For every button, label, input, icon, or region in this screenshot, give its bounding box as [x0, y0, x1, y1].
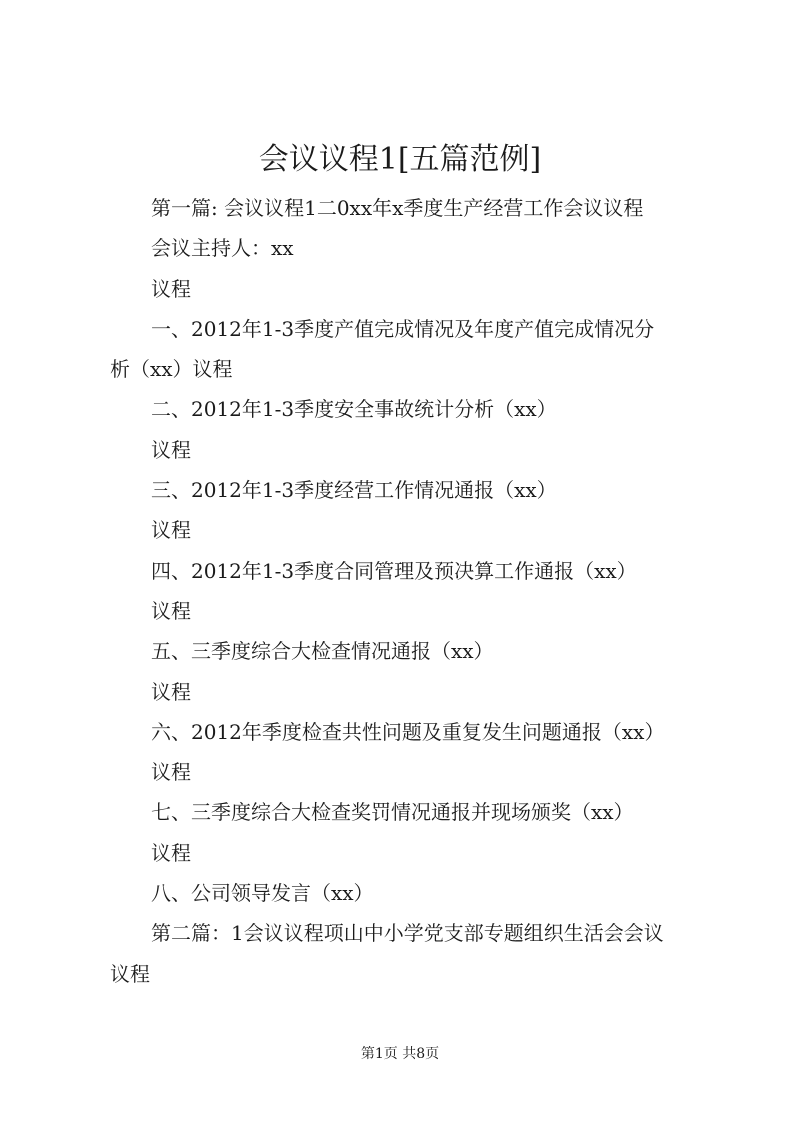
body-line: 析（xx）议程 — [110, 357, 233, 382]
page-number-footer: 第1页 共8页 — [360, 1046, 440, 1062]
body-line: 第二篇：1会议议程项山中小学党支部专题组织生活会会议 — [151, 921, 664, 946]
body-line: 七、三季度综合大检查奖罚情况通报并现场颁奖（xx） — [151, 800, 634, 825]
document-body — [110, 188, 702, 994]
body-line: 议程 — [151, 760, 191, 785]
body-line: 二、2012年1-3季度安全事故统计分析（xx） — [151, 397, 557, 422]
body-line: 六、2012年季度检查共性问题及重复发生问题通报（xx） — [151, 719, 665, 744]
body-line: 一、2012年1-3季度产值完成情况及年度产值完成情况分 — [151, 316, 655, 341]
body-line: 第一篇: 会议议程1二0xx年x季度生产经营工作会议议程 — [151, 196, 644, 220]
body-line: 会议主持人：xx — [151, 236, 294, 261]
body-line: 四、2012年1-3季度合同管理及预决算工作通报（xx） — [151, 558, 637, 583]
body-line: 议程 — [151, 679, 191, 704]
body-line: 议程 — [110, 961, 150, 986]
body-line: 议程 — [151, 276, 191, 301]
document-title: 会议议程1[五篇范例] — [258, 142, 542, 177]
body-line: 五、三季度综合大检查情况通报（xx） — [151, 639, 494, 664]
body-line: 议程 — [151, 518, 191, 543]
body-line: 八、公司领导发言（xx） — [151, 881, 374, 906]
body-line: 三、2012年1-3季度经营工作情况通报（xx） — [151, 478, 557, 503]
body-line: 议程 — [151, 437, 191, 462]
body-line: 议程 — [151, 598, 191, 623]
body-line: 议程 — [151, 840, 191, 865]
